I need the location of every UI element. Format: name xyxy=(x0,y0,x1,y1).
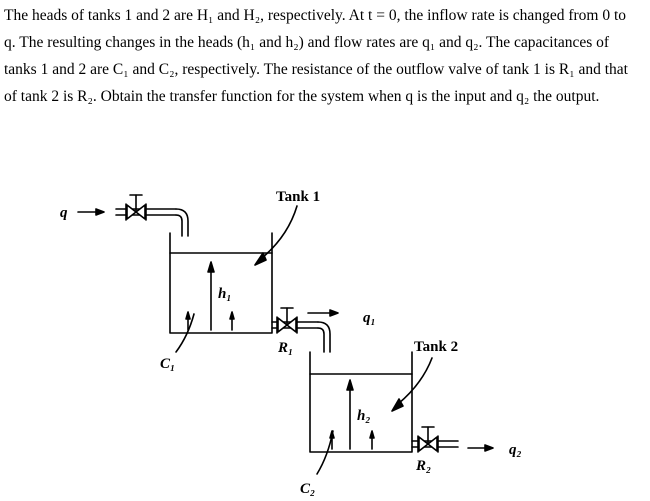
r1-label: R₁ xyxy=(278,340,294,356)
q1-label: q₁ xyxy=(363,310,376,326)
problem-line-4: of tank 2 is R₂. Obtain the transfer function for the system when q is the input and q₂ the output. xyxy=(4,88,600,105)
inflow-valve-icon xyxy=(126,195,146,220)
q2-arrow xyxy=(468,445,493,451)
tank-1-label: Tank 1 xyxy=(276,189,321,205)
problem-line-2: q. The resulting changes in the heads (h₁ and h₂) and flow rates are q₁ and q₂. The capacitances of xyxy=(4,34,610,51)
inflow-label: q xyxy=(60,205,68,221)
tank-2-flow-ticks xyxy=(330,431,374,449)
valve-r1-icon xyxy=(277,308,297,333)
h2-label: h₂ xyxy=(357,408,371,424)
c2-label: C₂ xyxy=(300,481,316,497)
h1-label: h₁ xyxy=(218,286,232,302)
q1-arrow xyxy=(308,310,338,316)
problem-line-1: The heads of tanks 1 and 2 are H₁ and H₂, respectively. At t = 0, the inflow rate is changed from 0 to xyxy=(4,7,627,24)
tank-2-label: Tank 2 xyxy=(414,339,459,355)
valve-r2-icon xyxy=(418,427,438,452)
q2-label: q₂ xyxy=(509,442,522,458)
h2-indicator xyxy=(347,380,353,449)
problem-line-3: tanks 1 and 2 are C₁ and C₂, respectively. The resistance of the outflow valve of tank 1 is R₁ and that xyxy=(4,61,628,78)
tank-1 xyxy=(170,233,272,333)
inflow-arrow xyxy=(78,209,104,215)
c1-label: C₁ xyxy=(160,356,176,372)
h1-indicator xyxy=(208,262,214,330)
r2-label: R₂ xyxy=(416,458,432,474)
tank-1-leader xyxy=(255,206,297,265)
